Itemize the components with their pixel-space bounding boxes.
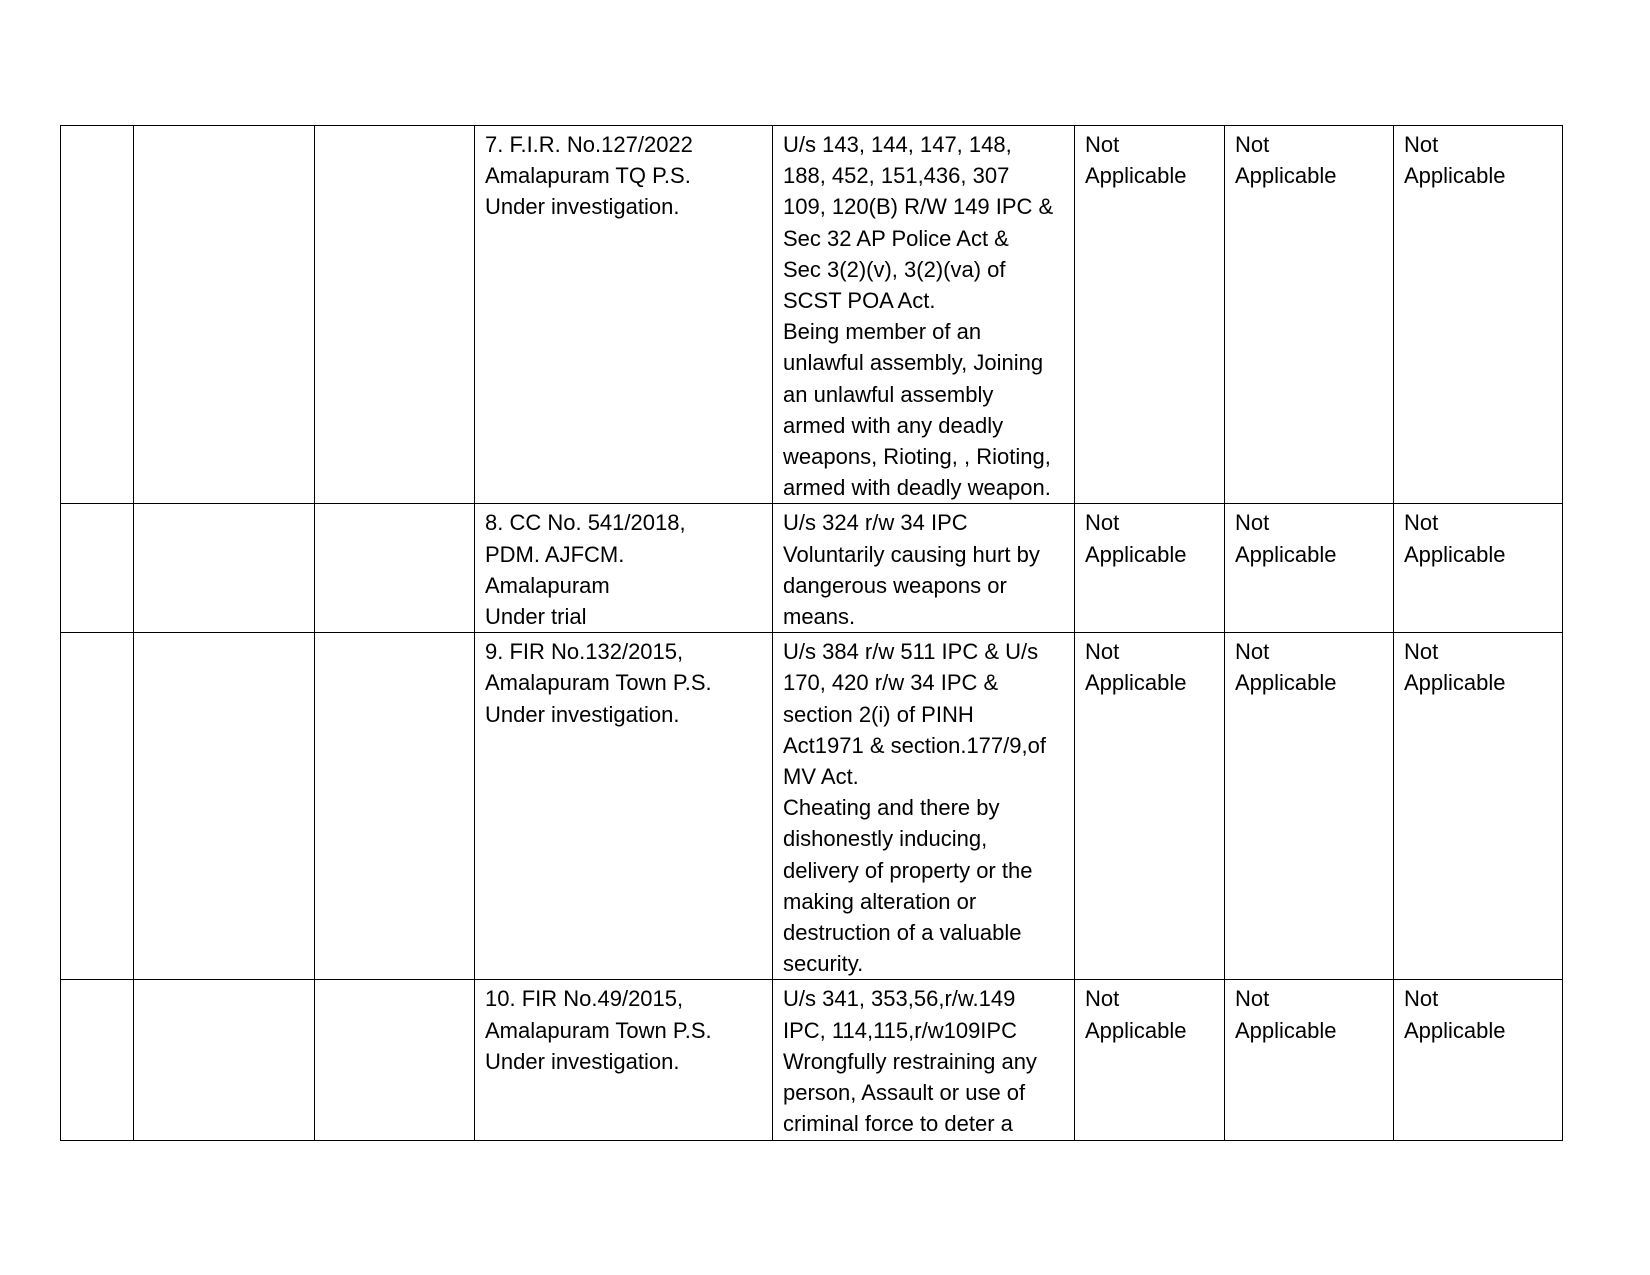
empty-cell xyxy=(61,633,134,980)
case-cell: 10. FIR No.49/2015, Amalapuram Town P.S. Under investigation. xyxy=(475,980,773,1140)
not-applicable-cell: Not Applicable xyxy=(1225,504,1394,633)
not-applicable-cell: Not Applicable xyxy=(1075,633,1225,980)
not-applicable-cell: Not Applicable xyxy=(1225,126,1394,504)
empty-cell xyxy=(61,126,134,504)
case-cell: 7. F.I.R. No.127/2022 Amalapuram TQ P.S. Under investigation. xyxy=(475,126,773,504)
empty-cell xyxy=(134,126,315,504)
not-applicable-cell: Not Applicable xyxy=(1075,980,1225,1140)
not-applicable-cell: Not Applicable xyxy=(1394,504,1563,633)
case-cell: 8. CC No. 541/2018, PDM. AJFCM. Amalapuram Under trial xyxy=(475,504,773,633)
not-applicable-cell: Not Applicable xyxy=(1075,126,1225,504)
empty-cell xyxy=(61,980,134,1140)
empty-cell xyxy=(315,504,475,633)
case-cell: 9. FIR No.132/2015, Amalapuram Town P.S. Under investigation. xyxy=(475,633,773,980)
sections-cell: U/s 341, 353,56,r/w.149 IPC, 114,115,r/w109IPC Wrongfully restraining any person, Assault or use of criminal force to deter a xyxy=(773,980,1075,1140)
sections-cell: U/s 324 r/w 34 IPC Voluntarily causing hurt by dangerous weapons or means. xyxy=(773,504,1075,633)
not-applicable-cell: Not Applicable xyxy=(1225,980,1394,1140)
empty-cell xyxy=(134,504,315,633)
table-row xyxy=(61,126,1563,504)
table-row xyxy=(61,633,1563,980)
not-applicable-cell: Not Applicable xyxy=(1225,633,1394,980)
table-row xyxy=(61,504,1563,633)
empty-cell xyxy=(315,980,475,1140)
empty-cell xyxy=(315,633,475,980)
case-details-table xyxy=(60,125,1563,1141)
table-row xyxy=(61,980,1563,1140)
empty-cell xyxy=(134,633,315,980)
sections-cell: U/s 143, 144, 147, 148, 188, 452, 151,436, 307 109, 120(B) R/W 149 IPC & Sec 32 AP Police Act & Sec 3(2)(v), 3(2)(va) of SCST POA Act. Being member of an unlawful assembly, Joining an unlawful assembly armed with any deadly weapons, Rioting, , Rioting, armed with deadly weapon. xyxy=(773,126,1075,504)
not-applicable-cell: Not Applicable xyxy=(1394,980,1563,1140)
not-applicable-cell: Not Applicable xyxy=(1075,504,1225,633)
empty-cell xyxy=(315,126,475,504)
not-applicable-cell: Not Applicable xyxy=(1394,633,1563,980)
not-applicable-cell: Not Applicable xyxy=(1394,126,1563,504)
sections-cell: U/s 384 r/w 511 IPC & U/s 170, 420 r/w 34 IPC & section 2(i) of PINH Act1971 & section.177/9,of MV Act. Cheating and there by dishonestly inducing, delivery of property or the making alteration or destruction of a valuable security. xyxy=(773,633,1075,980)
empty-cell xyxy=(61,504,134,633)
empty-cell xyxy=(134,980,315,1140)
